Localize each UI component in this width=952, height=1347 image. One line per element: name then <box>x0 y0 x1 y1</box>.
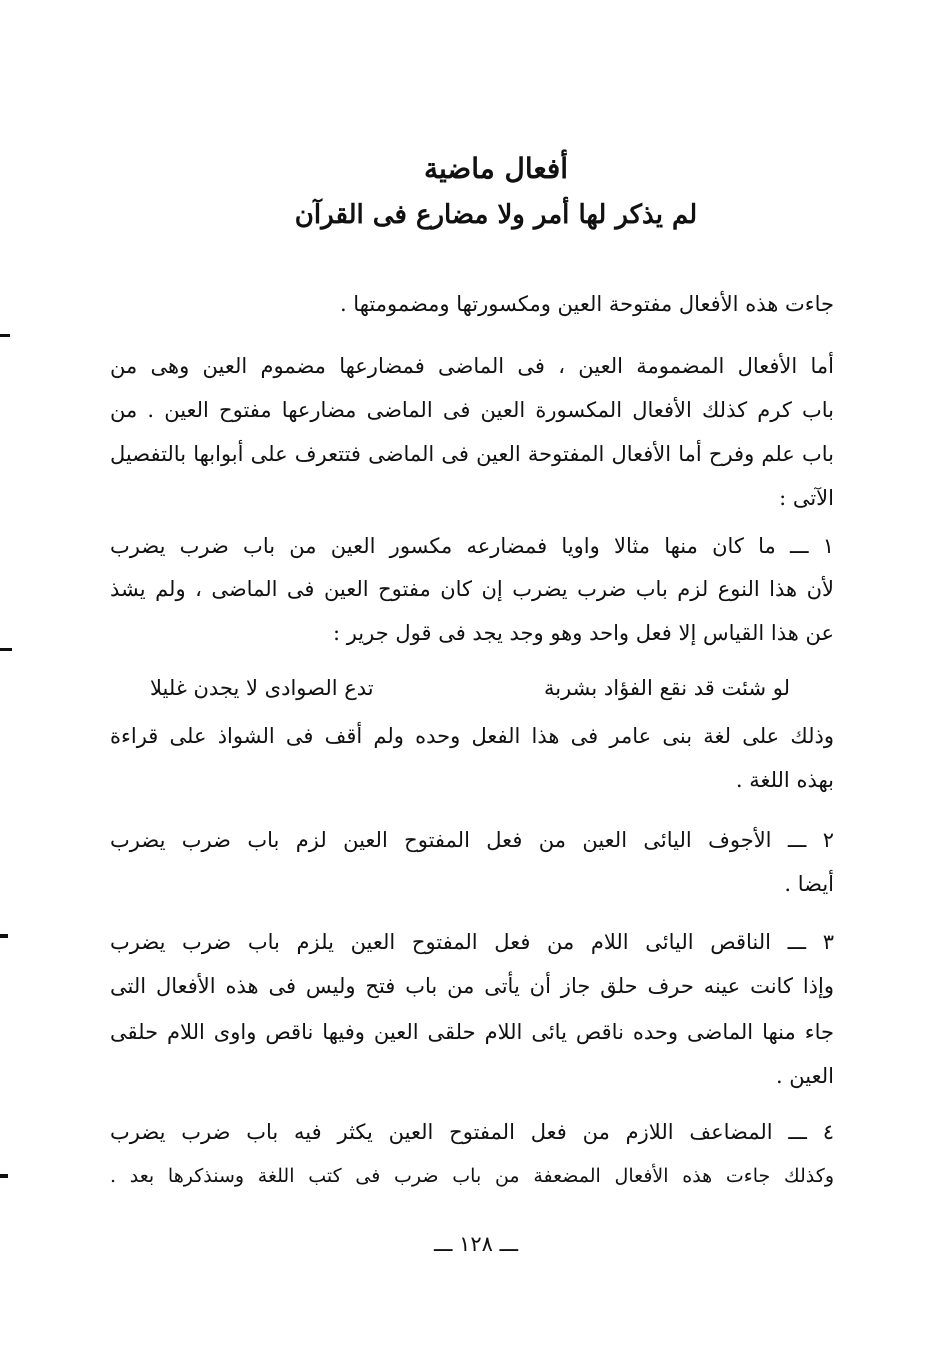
paragraph-1-line-3: باب علم وفرح أما الأفعال المفتوحة العين فى الماضى فتتعرف على أبوابها بالتفصيل <box>110 442 834 466</box>
poem-second-hemistich: تدع الصوادى لا يجدن غليلا <box>150 676 374 700</box>
paragraph-5-line-2: وإذا كانت عينه حرف حلق جاز أن يأتى من باب فتح وليس فى هذه الأفعال التى <box>110 974 834 998</box>
paragraph-2-line-2: لأن هذا النوع لزم باب ضرب يضرب إن كان مفتوح العين فى الماضى ، ولم يشذ <box>110 577 834 601</box>
paragraph-5-line-4: العين . <box>775 1064 834 1088</box>
paragraph-5-line-3: جاء منها الماضى وحده ناقص يائى اللام حلقى العين وفيها ناقص واوى اللام حلقى <box>110 1020 834 1044</box>
paragraph-4-line-1: ٢ ـــ الأجوف اليائى العين من فعل المفتوح العين لزم باب ضرب يضرب <box>110 828 834 852</box>
margin-mark <box>0 648 12 651</box>
paragraph-2-line-1: ١ ـــ ما كان منها مثالا واويا فمضارعه مكسور العين من باب ضرب يضرب <box>110 534 834 558</box>
paragraph-1-line-2: باب كرم كذلك الأفعال المكسورة العين فى الماضى مضارعها مفتوح العين . من <box>110 398 834 422</box>
poem-first-hemistich: لو شئت قد نقع الفؤاد بشربة <box>543 676 790 700</box>
paragraph-3-line-1: وذلك على لغة بنى عامر فى هذا الفعل وحده ولم أقف فى الشواذ على قراءة <box>110 724 834 748</box>
paragraph-6-line-1: ٤ ـــ المضاعف اللازم من فعل المفتوح العين يكثر فيه باب ضرب يضرب <box>110 1120 834 1144</box>
poem-verse <box>150 676 790 706</box>
page-subtitle: لم يذكر لها أمر ولا مضارع فى القرآن <box>294 200 698 230</box>
paragraph-1-line-4: الآتى : <box>779 486 834 510</box>
page-title: أفعال ماضية <box>423 152 569 185</box>
margin-mark <box>0 934 8 938</box>
paragraph-6-line-2: وكذلك جاءت هذه الأفعال المضعفة من باب ضرب فى كتب اللغة وسنذكرها بعد . <box>110 1165 834 1187</box>
margin-mark <box>0 1174 8 1178</box>
paragraph-4-line-2: أيضا . <box>784 872 834 896</box>
paragraph-2-line-3: عن هذا القياس إلا فعل واحد وهو وجد يجد فى قول جرير : <box>332 621 834 645</box>
margin-mark <box>0 334 10 337</box>
paragraph-5-line-1: ٣ ـــ الناقص اليائى اللام من فعل المفتوح العين يلزم باب ضرب يضرب <box>110 930 834 954</box>
intro-paragraph: جاءت هذه الأفعال مفتوحة العين ومكسورتها ومضمومتها . <box>339 292 834 316</box>
paragraph-3-line-2: بهذه اللغة . <box>735 768 834 792</box>
page-number: ـــ ١٢٨ ـــ <box>433 1232 519 1256</box>
paragraph-1-line-1: أما الأفعال المضمومة العين ، فى الماضى فمضارعها مضموم العين وهى من <box>110 354 834 378</box>
